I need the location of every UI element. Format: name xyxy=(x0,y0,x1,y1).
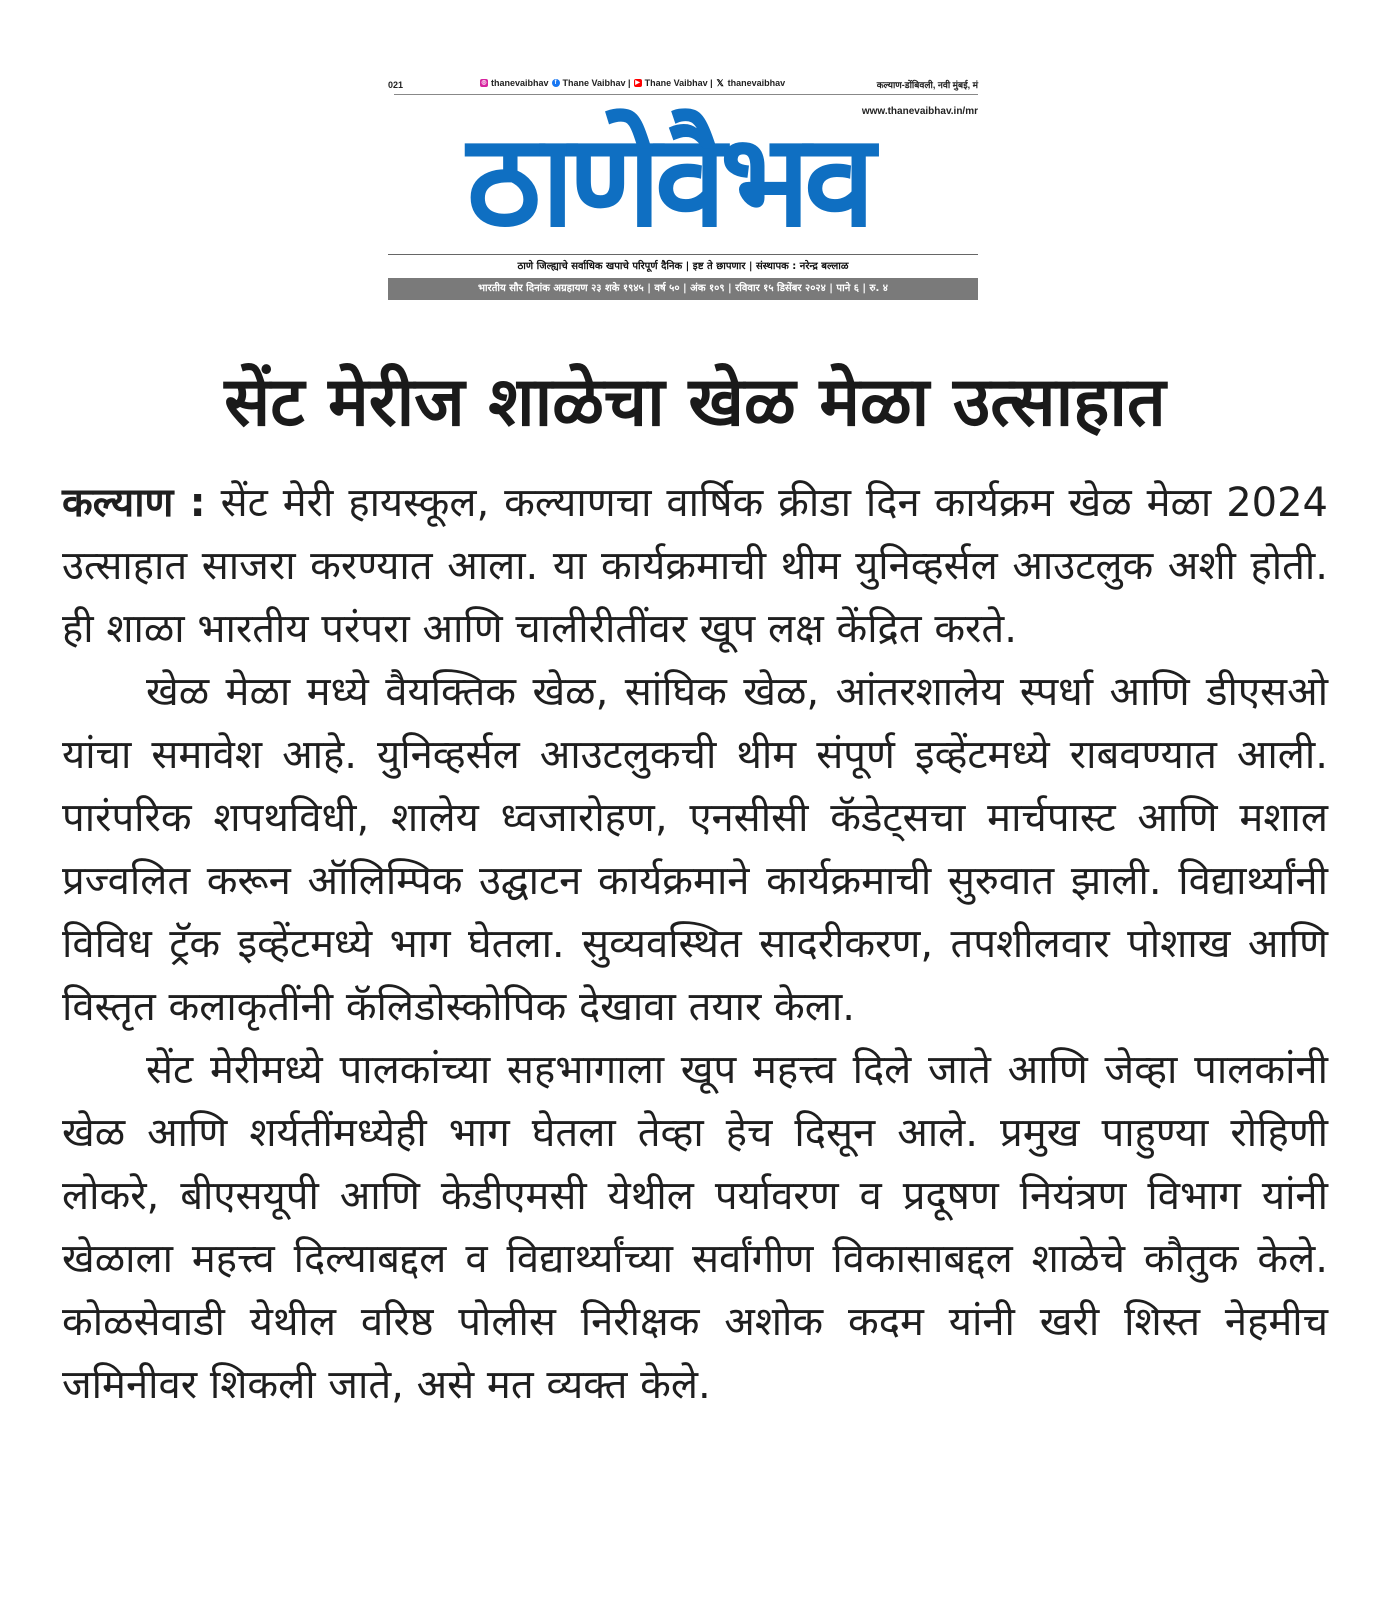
article-body xyxy=(62,472,1328,1417)
dateline-place: कल्याण : xyxy=(62,480,206,526)
instagram-handle: thanevaibhav xyxy=(491,78,549,88)
article-paragraph-2: खेळ मेळा मध्ये वैयक्तिक खेळ, सांघिक खेळ, आंतरशालेय स्पर्धा आणि डीएसओ यांचा समावेश आहे. युनिव्हर्सल आउटलुकची थीम संपूर्ण इव्हेंटमध्ये राबवण्यात आली. पारंपरिक शपथविधी, शालेय ध्वजारोहण, एनसीसी कॅडेट्सचा मार्चपास्ट आणि मशाल प्रज्वलित करून ऑलिम्पिक उद्घाटन कार्यक्रमाने कार्यक्रमाची सुरुवात झाली. विद्यार्थ्यांनी विविध ट्रॅक इव्हेंटमध्ये भाग घेतला. सुव्यवस्थित सादरीकरण, तपशीलवार पोशाख आणि विस्तृत कलाकृतींनी कॅलिडोस्कोपिक देखावा तयार केला. xyxy=(62,669,1328,1030)
masthead xyxy=(388,74,978,310)
paragraph-1-text: सेंट मेरी हायस्कूल, कल्याणचा वार्षिक क्रीडा दिन कार्यक्रम खेळ मेळा 2024 उत्साहात साजरा करण्यात आला. या कार्यक्रमाची थीम युनिव्हर्सल आउटलुक अशी होती. ही शाळा भारतीय परंपरा आणि चालीरीतींवर खूप लक्ष केंद्रित करते. xyxy=(62,480,1328,652)
youtube-icon: ▶ xyxy=(635,80,640,86)
x-icon: 𝕏 xyxy=(716,78,724,88)
facebook-icon: f xyxy=(552,79,560,87)
article-paragraph-1 xyxy=(62,472,1328,661)
edition-code: 021 xyxy=(388,80,404,90)
masthead-divider xyxy=(394,94,978,95)
issue-dateline: भारतीय सौर दिनांक अग्रहायण २३ शके १९४५ | वर्ष ५० | अंक १०९ | रविवार १५ डिसेंबर २०२४ | पाने ६ | रु. ४ xyxy=(388,278,978,300)
masthead-top-strip xyxy=(388,78,978,94)
article-headline: सेंट मेरीज शाळेचा खेळ मेळा उत्साहात xyxy=(224,363,1166,442)
facebook-handle: Thane Vaibhav | xyxy=(562,78,631,88)
youtube-handle: Thane Vaibhav | xyxy=(644,78,713,88)
social-links xyxy=(480,78,785,88)
instagram-icon: ◎ xyxy=(481,80,487,86)
x-handle: thanevaibhav xyxy=(727,78,786,88)
editions-list: कल्याण-डोंबिवली, नवी मुंबई, मं xyxy=(876,80,978,90)
newspaper-logo: ठाणेवैभव xyxy=(466,107,870,256)
article-paragraph-3: सेंट मेरीमध्ये पालकांच्या सहभागाला खूप महत्त्व दिले जाते आणि जेव्हा पालकांनी खेळ आणि शर्यतींमध्येही भाग घेतला तेव्हा हेच दिसून आले. प्रमुख पाहुण्या रोहिणी लोकरे, बीएसयूपी आणि केडीएमसी येथील पर्यावरण व प्रदूषण नियंत्रण विभाग यांनी खेळाला महत्त्व दिल्याबद्दल व विद्यार्थ्यांच्या सर्वांगीण विकासाबद्दल शाळेचे कौतुक केले. कोळसेवाडी येथील वरिष्ठ पोलीस निरीक्षक अशोक कदम यांनी खरी शिस्त नेहमीच जमिनीवर शिकली जाते, असे मत व्यक्त केले. xyxy=(62,1047,1328,1408)
masthead-tagline: ठाणे जिल्ह्याचे सर्वाधिक खपाचे परिपूर्ण दैनिक | इष्ट ते छापणार | संस्थापक : नरेन्द्र बल्लाळ xyxy=(388,254,978,272)
site-url: www.thanevaibhav.in/mr xyxy=(861,106,978,117)
